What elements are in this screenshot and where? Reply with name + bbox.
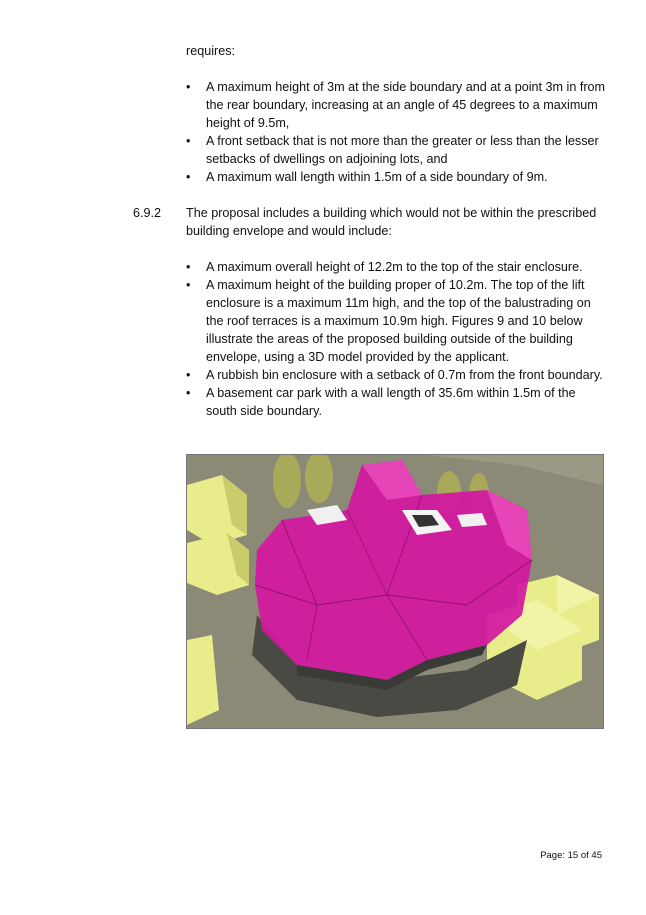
paragraph-text: The proposal includes a building which would not be within the prescribed building envelope and would include:	[186, 206, 597, 238]
bullet-icon: •	[186, 260, 191, 274]
list-item: • A basement car park with a wall length of 35.6m within 1.5m of the south side boundary.	[186, 386, 576, 418]
list-item: • A front setback that is not more than the greater or less than the lesser setbacks of dwellings on adjoining lots, and	[186, 134, 599, 166]
list-item: • A maximum overall height of 12.2m to the top of the stair enclosure.	[186, 260, 583, 274]
bullet-icon: •	[186, 278, 191, 292]
bullet-icon: •	[186, 80, 191, 94]
3d-model-figure	[186, 454, 604, 729]
bullet-icon: •	[186, 134, 191, 148]
list-item: • A maximum wall length within 1.5m of a side boundary of 9m.	[186, 170, 548, 184]
list-item: • A maximum height of 3m at the side boundary and at a point 3m in from the rear boundary, increasing at an angle of 45 degrees to a maximum height of 9.5m,	[186, 80, 606, 130]
intro-text: requires:	[186, 44, 235, 58]
3d-model-illustration	[187, 455, 603, 728]
list-item: • A maximum height of the building proper of 10.2m. The top of the lift enclosure is a maximum 11m high, and the top of the balustrading on the roof terraces is a maximum 10.9m high. Figures 9 and 10 below illustrate the areas of the proposed building outside of the building envelope, using a 3D model provided by the applicant.	[186, 278, 591, 364]
envelope-requirements-list	[186, 78, 606, 186]
bullet-icon: •	[186, 368, 191, 382]
page-footer: Page: 15 of 45	[540, 850, 602, 861]
paragraph-number: 6.9.2	[133, 206, 162, 220]
proposal-exceedances-list	[186, 258, 606, 420]
list-item: • A rubbish bin enclosure with a setback of 0.7m from the front boundary.	[186, 368, 603, 382]
bullet-icon: •	[186, 170, 191, 184]
bullet-icon: •	[186, 386, 191, 400]
